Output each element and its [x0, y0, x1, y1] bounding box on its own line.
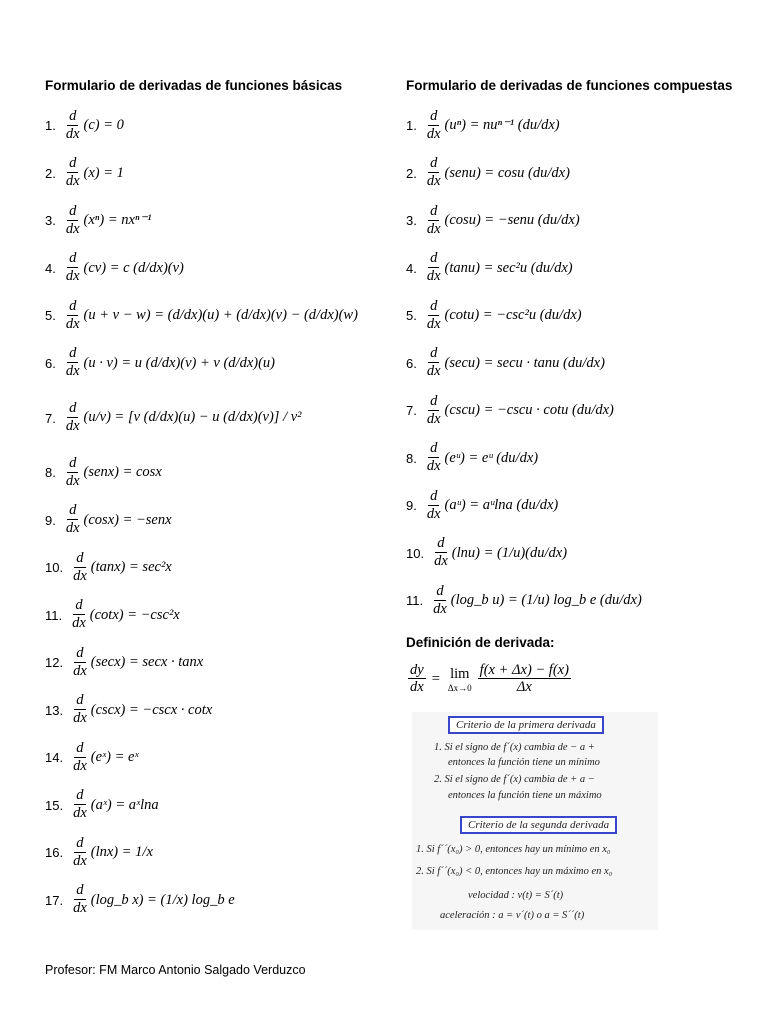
- composite-formula-1: [406, 102, 751, 150]
- formula-expression: $\frac{d}{dx}$ (eˣ) = eˣ: [73, 739, 139, 774]
- formula-expression: $\frac{d}{dx}$ (cv) = c (d/dx)(v): [65, 250, 184, 285]
- formula-number: 16.: [45, 845, 64, 861]
- formula-argument: (cscx): [90, 701, 126, 718]
- basic-formula-list: [45, 102, 385, 924]
- basic-formula-8: [45, 449, 385, 497]
- basic-formula-11: [45, 592, 385, 640]
- basic-heading: Formulario de derivadas de funciones básicas: [45, 78, 343, 93]
- formula-expression: $\frac{d}{dx}$ (cotx) = −csc²x: [72, 597, 180, 632]
- composite-formula-list: [406, 102, 751, 625]
- formula-result: = −csc²x: [127, 606, 180, 623]
- composite-formula-11: [406, 577, 751, 625]
- basic-formula-17: [45, 877, 385, 925]
- formula-expression: $\frac{d}{dx}$ (tanx) = sec²x: [73, 549, 172, 584]
- basic-formula-6: [45, 340, 385, 388]
- basic-formula-14: [45, 734, 385, 782]
- formula-argument: (lnu): [451, 544, 480, 561]
- formula-expression: $\frac{d}{dx}$ (cotu) = −csc²u (du/dx): [426, 297, 582, 332]
- formula-expression: $\frac{d}{dx}$ (lnu) = (1/u)(du/dx): [434, 535, 568, 570]
- formula-result: = −senu (du/dx): [484, 212, 580, 229]
- formula-expression: $\frac{d}{dx}$ (cosx) = −senx: [65, 502, 172, 537]
- basic-formula-9: [45, 497, 385, 545]
- formula-argument: (u · v): [83, 354, 118, 371]
- formula-argument: (cosx): [83, 511, 119, 528]
- first-criterion-line-1: 1. Si el signo de f´(x) cambia de − a +: [434, 742, 595, 753]
- basic-formula-7: [45, 387, 385, 449]
- formula-number: 11.: [406, 593, 424, 609]
- formula-argument: (aˣ): [90, 796, 112, 813]
- formula-expression: $\frac{d}{dx}$ (u + v − w) = (d/dx)(u) + (d/dx)(v) − (d/dx)(w): [65, 297, 358, 332]
- basic-formula-10: [45, 544, 385, 592]
- formula-result: = 1: [103, 164, 124, 181]
- formula-expression: $\frac{d}{dx}$ (senu) = cosu (du/dx): [426, 155, 570, 190]
- formula-number: 2.: [406, 165, 417, 181]
- formula-argument: (secu): [444, 354, 480, 371]
- formula-argument: (tanu): [444, 259, 480, 276]
- composite-derivatives-column: [406, 78, 751, 696]
- formula-result: = secu · tanu (du/dx): [483, 354, 605, 371]
- formula-number: 4.: [406, 260, 417, 276]
- formula-result: = secx · tanx: [129, 654, 204, 671]
- first-derivative-criterion-title: Criterio de la primera derivada: [448, 716, 604, 734]
- formula-argument: (tanx): [90, 559, 126, 576]
- formula-result: = cosx: [122, 464, 162, 481]
- formula-result: = nuⁿ⁻¹ (du/dx): [469, 117, 560, 134]
- formula-expression: $\frac{d}{dx}$ (u · v) = u (d/dx)(v) + v (d/dx)(u): [65, 345, 275, 380]
- formula-argument: (cotx): [89, 606, 124, 623]
- formula-expression: $\frac{d}{dx}$ (c) = 0: [65, 107, 124, 142]
- definition-formula: $\frac{dy}{dx}$ = lim Δx→0 $\frac{f(x + \Delta x) - f(x)}{\Delta x}$: [410, 661, 569, 696]
- formula-number: 9.: [406, 498, 417, 514]
- formula-number: 6.: [45, 355, 56, 371]
- formula-result: = −senx: [122, 511, 172, 528]
- formula-number: 3.: [406, 213, 417, 229]
- formula-number: 1.: [45, 118, 56, 134]
- first-criterion-line-2: 2. Si el signo de f´(x) cambia de + a −: [434, 774, 595, 785]
- basic-formula-12: [45, 639, 385, 687]
- formula-expression: $\frac{d}{dx}$ (lnx) = 1/x: [73, 834, 153, 869]
- acceleration-formula: aceleración : a = v´(t) o a = S´´(t): [440, 910, 585, 921]
- formula-number: 17.: [45, 892, 64, 908]
- formula-result: = −cscx · cotx: [129, 701, 213, 718]
- formula-expression: $\frac{d}{dx}$ (tanu) = sec²u (du/dx): [426, 250, 573, 285]
- formula-result: = u (d/dx)(v) + v (d/dx)(u): [121, 354, 275, 371]
- formula-argument: (cotu): [444, 307, 480, 324]
- basic-formula-5: [45, 292, 385, 340]
- formula-argument: (senu): [444, 164, 481, 181]
- formula-expression: $\frac{d}{dx}$ (aᵘ) = aᵘlna (du/dx): [426, 487, 559, 522]
- formula-number: 6.: [406, 355, 417, 371]
- basic-formula-2: [45, 150, 385, 198]
- formula-result: = eˣ: [114, 749, 139, 766]
- formula-argument: (eˣ): [90, 749, 111, 766]
- formula-result: = (d/dx)(u) + (d/dx)(v) − (d/dx)(w): [154, 307, 358, 324]
- composite-formula-8: [406, 435, 751, 483]
- formula-result: = eᵘ (du/dx): [468, 449, 539, 466]
- formula-number: 7.: [406, 403, 417, 419]
- formula-number: 11.: [45, 607, 63, 623]
- formula-result: = cosu (du/dx): [484, 164, 570, 181]
- basic-formula-3: [45, 197, 385, 245]
- criteria-image: [412, 712, 658, 930]
- formula-expression: $\frac{d}{dx}$ (x) = 1: [65, 155, 124, 190]
- composite-formula-6: [406, 340, 751, 388]
- formula-argument: (senx): [83, 464, 119, 481]
- formula-result: = [v (d/dx)(u) − u (d/dx)(v)] / v²: [114, 409, 302, 426]
- formula-result: = 0: [103, 117, 124, 134]
- formula-argument: (aᵘ): [444, 497, 466, 514]
- formula-result: = nxⁿ⁻¹: [107, 212, 152, 229]
- second-criterion-line-2: 2. Si f´´(x₀) < 0, entonces hay un máximo en x₀: [416, 866, 613, 877]
- formula-number: 1.: [406, 118, 417, 134]
- formula-argument: (cv): [83, 259, 107, 276]
- composite-formula-2: [406, 150, 751, 198]
- formula-number: 14.: [45, 750, 64, 766]
- second-derivative-criterion-title: Criterio de la segunda derivada: [460, 816, 617, 834]
- first-criterion-line-1b: entonces la función tiene un mínimo: [448, 757, 600, 768]
- formula-number: 5.: [45, 308, 56, 324]
- formula-number: 7.: [45, 410, 56, 426]
- formula-expression: $\frac{d}{dx}$ (log_b u) = (1/u) log_b e (du/dx): [433, 582, 642, 617]
- formula-number: 4.: [45, 260, 56, 276]
- velocity-formula: velocidad : v(t) = S´(t): [468, 890, 564, 901]
- formula-argument: (x): [83, 164, 100, 181]
- formula-argument: (cosu): [444, 212, 481, 229]
- formula-expression: $\frac{d}{dx}$ (secu) = secu · tanu (du/dx): [426, 345, 605, 380]
- basic-formula-1: [45, 102, 385, 150]
- composite-heading: Formulario de derivadas de funciones compuestas: [406, 78, 733, 93]
- formula-result: = −cscu · cotu (du/dx): [483, 402, 614, 419]
- formula-number: 8.: [45, 465, 56, 481]
- formula-argument: (u + v − w): [83, 307, 151, 324]
- formula-expression: $\frac{d}{dx}$ (xⁿ) = nxⁿ⁻¹: [65, 202, 152, 237]
- formula-result: = 1/x: [121, 844, 153, 861]
- formula-number: 8.: [406, 450, 417, 466]
- formula-expression: $\frac{d}{dx}$ (u/v) = [v (d/dx)(u) − u (d/dx)(v)] / v²: [65, 400, 302, 435]
- formula-number: 2.: [45, 165, 56, 181]
- basic-formula-13: [45, 687, 385, 735]
- formula-number: 5.: [406, 308, 417, 324]
- formula-argument: (cscu): [444, 402, 480, 419]
- formula-number: 10.: [45, 560, 64, 576]
- formula-number: 13.: [45, 702, 64, 718]
- basic-derivatives-column: [45, 78, 385, 924]
- composite-formula-9: [406, 482, 751, 530]
- formula-number: 12.: [45, 655, 64, 671]
- definition-heading: Definición de derivada:: [406, 634, 555, 650]
- formula-result: = (1/u) log_b e (du/dx): [507, 592, 642, 609]
- formula-expression: $\frac{d}{dx}$ (cosu) = −senu (du/dx): [426, 202, 580, 237]
- professor-footer: Profesor: FM Marco Antonio Salgado Verduzco: [45, 963, 306, 977]
- composite-formula-5: [406, 292, 751, 340]
- formula-result: = c (d/dx)(v): [109, 259, 184, 276]
- formula-expression: $\frac{d}{dx}$ (cscx) = −cscx · cotx: [73, 692, 213, 727]
- formula-number: 15.: [45, 797, 64, 813]
- formula-argument: (uⁿ): [444, 117, 467, 134]
- formula-argument: (log_b u): [450, 592, 505, 609]
- formula-expression: $\frac{d}{dx}$ (cscu) = −cscu · cotu (du/dx): [426, 392, 614, 427]
- formula-number: 3.: [45, 213, 56, 229]
- formula-argument: (secx): [90, 654, 126, 671]
- composite-formula-7: [406, 387, 751, 435]
- formula-result: = aᵘlna (du/dx): [469, 497, 559, 514]
- basic-formula-4: [45, 245, 385, 293]
- formula-result: = sec²u (du/dx): [483, 259, 573, 276]
- formula-result: = aˣlna: [115, 796, 159, 813]
- first-criterion-line-2b: entonces la función tiene un máximo: [448, 790, 602, 801]
- formula-expression: $\frac{d}{dx}$ (uⁿ) = nuⁿ⁻¹ (du/dx): [426, 107, 560, 142]
- formula-argument: (eᵘ): [444, 449, 465, 466]
- composite-formula-3: [406, 197, 751, 245]
- composite-formula-10: [406, 530, 751, 578]
- formula-expression: $\frac{d}{dx}$ (senx) = cosx: [65, 454, 162, 489]
- composite-formula-4: [406, 245, 751, 293]
- definition-block: [406, 635, 751, 697]
- formula-argument: (lnx): [90, 844, 119, 861]
- formula-result: = −csc²u (du/dx): [482, 307, 582, 324]
- second-criterion-line-1: 1. Si f´´(x₀) > 0, entonces hay un mínimo en x₀: [416, 844, 611, 855]
- formula-argument: (c): [83, 117, 100, 134]
- formula-expression: $\frac{d}{dx}$ (secx) = secx · tanx: [73, 644, 204, 679]
- formula-argument: (log_b x): [90, 891, 144, 908]
- basic-formula-15: [45, 782, 385, 830]
- formula-expression: $\frac{d}{dx}$ (aˣ) = aˣlna: [73, 787, 159, 822]
- basic-formula-16: [45, 829, 385, 877]
- formula-result: = (1/x) log_b e: [147, 891, 235, 908]
- formula-result: = (1/u)(du/dx): [483, 544, 568, 561]
- formula-result: = sec²x: [129, 559, 172, 576]
- formula-argument: (xⁿ): [83, 212, 105, 229]
- formula-argument: (u/v): [83, 409, 111, 426]
- formula-expression: $\frac{d}{dx}$ (log_b x) = (1/x) log_b e: [73, 882, 235, 917]
- formula-expression: $\frac{d}{dx}$ (eᵘ) = eᵘ (du/dx): [426, 440, 539, 475]
- formula-number: 10.: [406, 545, 425, 561]
- formula-number: 9.: [45, 512, 56, 528]
